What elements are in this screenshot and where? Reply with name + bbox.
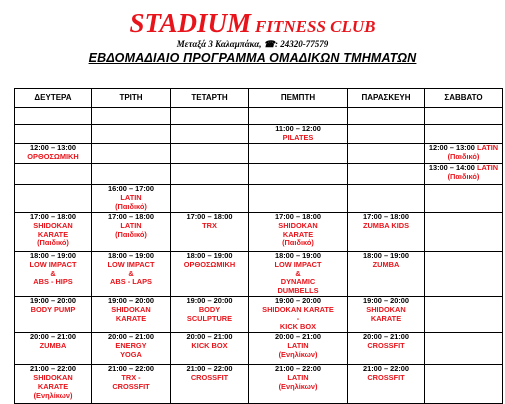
class-name: KICK BOX: [191, 340, 228, 350]
empty-slot: [348, 144, 425, 164]
class-name: KARATE: [37, 381, 69, 391]
brand-rest: FITNESS CLUB: [255, 17, 376, 36]
empty-slot: [171, 108, 249, 125]
empty-slot: [92, 125, 171, 144]
class-name: (Ενηλίκων): [278, 349, 318, 359]
empty-slot: [92, 144, 171, 164]
class-slot: [171, 333, 249, 365]
day-header-row: [15, 89, 503, 108]
empty-slot: [425, 333, 503, 365]
day-header: ΔΕΥΤΕΡΑ: [15, 89, 92, 108]
schedule-title: ΕΒΔΟΜΑΔΙΑΙΟ ΠΡΟΓΡΑΜΜΑ ΟΜΑΔΙΚΩΝ ΤΜΗΜΑΤΩΝ: [88, 51, 417, 65]
day-header: ΠΕΜΠΤΗ: [249, 89, 348, 108]
class-name: DYNAMIC: [280, 277, 316, 287]
slot-time: 17:00 – 18:00: [107, 212, 155, 221]
class-name: (Παιδικό): [115, 201, 147, 211]
class-name: SHIDOKAN: [33, 220, 73, 230]
class-slot: [92, 185, 171, 213]
class-name: -: [296, 313, 300, 323]
slot-time: 12:00 – 13:00: [29, 143, 77, 152]
class-name: PILATES: [282, 132, 314, 142]
class-slot: [249, 296, 348, 332]
empty-slot: [249, 144, 348, 164]
class-slot: [249, 213, 348, 252]
class-name: CROSSFIT: [112, 381, 150, 391]
class-slot: [92, 252, 171, 297]
class-name: LOW IMPACT: [29, 259, 77, 269]
empty-slot: [15, 185, 92, 213]
class-slot: [15, 144, 92, 164]
class-slot: [249, 333, 348, 365]
slot-time: 21:00 – 22:00: [107, 364, 155, 374]
class-slot: [348, 296, 425, 332]
empty-slot: [425, 296, 503, 332]
empty-slot: [348, 185, 425, 213]
class-name: &: [50, 268, 56, 278]
class-name: LOW IMPACT: [274, 259, 322, 269]
slot-time: 17:00 – 18:00: [274, 212, 322, 221]
class-slot: [425, 144, 503, 164]
empty-slot: [425, 213, 503, 252]
class-name: ENERGY: [115, 340, 147, 350]
class-name: (Παιδικό): [447, 151, 480, 161]
day-header: ΣΑΒΒΑΤΟ: [425, 89, 503, 108]
class-slot: [92, 333, 171, 365]
empty-slot: [15, 164, 92, 185]
slot-time: 12:00 – 13:00: [428, 143, 475, 152]
slot-time: 20:00 – 21:00: [186, 332, 233, 342]
slot-time: 17:00 – 18:00: [362, 212, 410, 221]
slot-time: 20:00 – 21:00: [362, 332, 410, 342]
class-name: ZUMBA: [372, 259, 400, 269]
class-name: TRX -: [121, 372, 141, 382]
class-name: SHIDOKAN: [111, 304, 151, 314]
slot-time: 21:00 – 22:00: [362, 364, 410, 374]
day-header: ΤΡΙΤΗ: [92, 89, 171, 108]
class-name: LATIN: [287, 372, 309, 382]
slot-time: 19:00 – 20:00: [274, 296, 322, 305]
class-name: LATIN: [120, 220, 142, 230]
empty-slot: [348, 108, 425, 125]
empty-slot: [171, 144, 249, 164]
schedule-row: [15, 144, 503, 164]
class-slot: [15, 213, 92, 252]
empty-slot: [249, 108, 348, 125]
empty-slot: [348, 164, 425, 185]
class-name: SHIDOKAN: [33, 372, 73, 382]
empty-slot: [425, 365, 503, 404]
class-name: SHIDOKAN KARATE: [262, 304, 334, 314]
slot-time: 19:00 – 20:00: [29, 296, 77, 305]
class-slot: [348, 213, 425, 252]
class-name: KARATE: [370, 313, 402, 323]
class-name: KICK BOX: [279, 322, 317, 332]
slot-time: 17:00 – 18:00: [29, 212, 77, 221]
empty-slot: [425, 108, 503, 125]
class-name: KARATE: [37, 229, 69, 239]
class-name: TRX: [202, 220, 217, 230]
schedule-row: [15, 252, 503, 297]
schedule-row: [15, 296, 503, 332]
class-name: LATIN: [287, 340, 309, 350]
class-name: CROSSFIT: [190, 372, 229, 382]
class-slot: [171, 213, 249, 252]
class-slot: [15, 333, 92, 365]
class-name: SHIDOKAN: [366, 304, 406, 314]
schedule-row: [15, 213, 503, 252]
class-name: &: [128, 268, 134, 278]
class-name: ΟΡΘΟΣΩΜΙΚΗ: [27, 151, 79, 161]
slot-time: 20:00 – 21:00: [107, 332, 155, 342]
slot-time: 11:00 – 12:00: [275, 124, 321, 133]
schedule-header: [0, 0, 505, 67]
empty-slot: [425, 185, 503, 213]
class-name: SHIDOKAN: [278, 220, 318, 230]
slot-time: 18:00 – 19:00: [186, 251, 233, 260]
slot-time: 19:00 – 20:00: [362, 296, 410, 305]
class-name: ABS - LAPS: [110, 277, 152, 287]
empty-slot: [249, 185, 348, 213]
slot-time: 20:00 – 21:00: [29, 332, 77, 342]
slot-time: 13:00 – 14:00: [428, 163, 475, 172]
class-slot: [92, 213, 171, 252]
class-name: (Ενηλίκων): [33, 390, 73, 400]
class-name: &: [295, 268, 301, 278]
slot-time: 18:00 – 19:00: [29, 251, 77, 260]
address-phone: Μεταξά 3 Καλαμπάκα, ☎: 24320-77579: [176, 39, 329, 49]
class-name: BODY PUMP: [30, 304, 76, 314]
class-name: ΟΡΘΟΣΩΜΙΚΗ: [183, 259, 236, 269]
class-slot: [15, 296, 92, 332]
class-slot: [425, 164, 503, 185]
class-slot: [15, 365, 92, 404]
class-slot: [348, 333, 425, 365]
schedule-table: [14, 88, 503, 404]
empty-slot: [171, 164, 249, 185]
class-name: (Παιδικό): [282, 238, 314, 248]
class-name: (Παιδικό): [37, 238, 69, 248]
class-name: SCULPTURE: [186, 313, 233, 323]
class-slot: [92, 296, 171, 332]
slot-time: 20:00 – 21:00: [274, 332, 322, 342]
empty-slot: [348, 125, 425, 144]
schedule-row: [15, 125, 503, 144]
class-name: ZUMBA KIDS: [362, 220, 410, 230]
empty-slot: [15, 108, 92, 125]
empty-slot: [171, 125, 249, 144]
class-name: CROSSFIT: [367, 340, 405, 350]
slot-time: 18:00 – 19:00: [362, 251, 410, 260]
empty-slot: [425, 125, 503, 144]
class-slot: [92, 365, 171, 404]
empty-slot: [171, 185, 249, 213]
slot-time: 21:00 – 22:00: [186, 364, 233, 374]
class-name: CROSSFIT: [367, 372, 405, 382]
empty-slot: [92, 164, 171, 185]
class-name: KARATE: [115, 313, 147, 323]
slot-time: 21:00 – 22:00: [274, 364, 322, 374]
class-slot: [171, 365, 249, 404]
slot-time: 19:00 – 20:00: [107, 296, 155, 305]
class-name: (Παιδικό): [115, 229, 147, 239]
class-name: BODY: [198, 304, 221, 314]
class-slot: [15, 252, 92, 297]
class-slot: [171, 252, 249, 297]
class-name: LATIN: [476, 143, 499, 152]
slot-time: 18:00 – 19:00: [274, 251, 322, 260]
slot-time: 19:00 – 20:00: [186, 296, 233, 305]
class-name: YOGA: [120, 349, 142, 359]
class-name: LATIN: [476, 163, 499, 172]
schedule-row: [15, 164, 503, 185]
class-name: ABS - HIPS: [33, 277, 73, 287]
schedule-row: [15, 108, 503, 125]
day-header: ΤΕΤΑΡΤΗ: [171, 89, 249, 108]
schedule-row: [15, 185, 503, 213]
empty-slot: [249, 164, 348, 185]
slot-time: 18:00 – 19:00: [107, 251, 155, 260]
schedule-row: [15, 333, 503, 365]
class-name: (Ενηλίκων): [278, 381, 318, 391]
class-slot: [249, 365, 348, 404]
gym-title: [0, 8, 505, 38]
empty-slot: [425, 252, 503, 297]
brand-main: STADIUM: [129, 8, 252, 38]
class-slot: [249, 125, 348, 144]
class-name: KARATE: [282, 229, 314, 239]
class-name: (Παιδικό): [447, 171, 480, 181]
slot-time: 17:00 – 18:00: [186, 212, 233, 221]
class-name: LOW IMPACT: [107, 259, 155, 269]
class-slot: [348, 365, 425, 404]
slot-time: 16:00 – 17:00: [107, 184, 155, 193]
day-header: ΠΑΡΑΣΚΕΥΗ: [348, 89, 425, 108]
schedule-row: [15, 365, 503, 404]
class-slot: [171, 296, 249, 332]
empty-slot: [92, 108, 171, 125]
class-slot: [249, 252, 348, 297]
class-slot: [348, 252, 425, 297]
empty-slot: [15, 125, 92, 144]
class-name: LATIN: [120, 192, 142, 202]
class-name: ZUMBA: [39, 340, 67, 350]
slot-time: 21:00 – 22:00: [29, 364, 77, 374]
class-name: DUMBELLS: [277, 286, 319, 296]
